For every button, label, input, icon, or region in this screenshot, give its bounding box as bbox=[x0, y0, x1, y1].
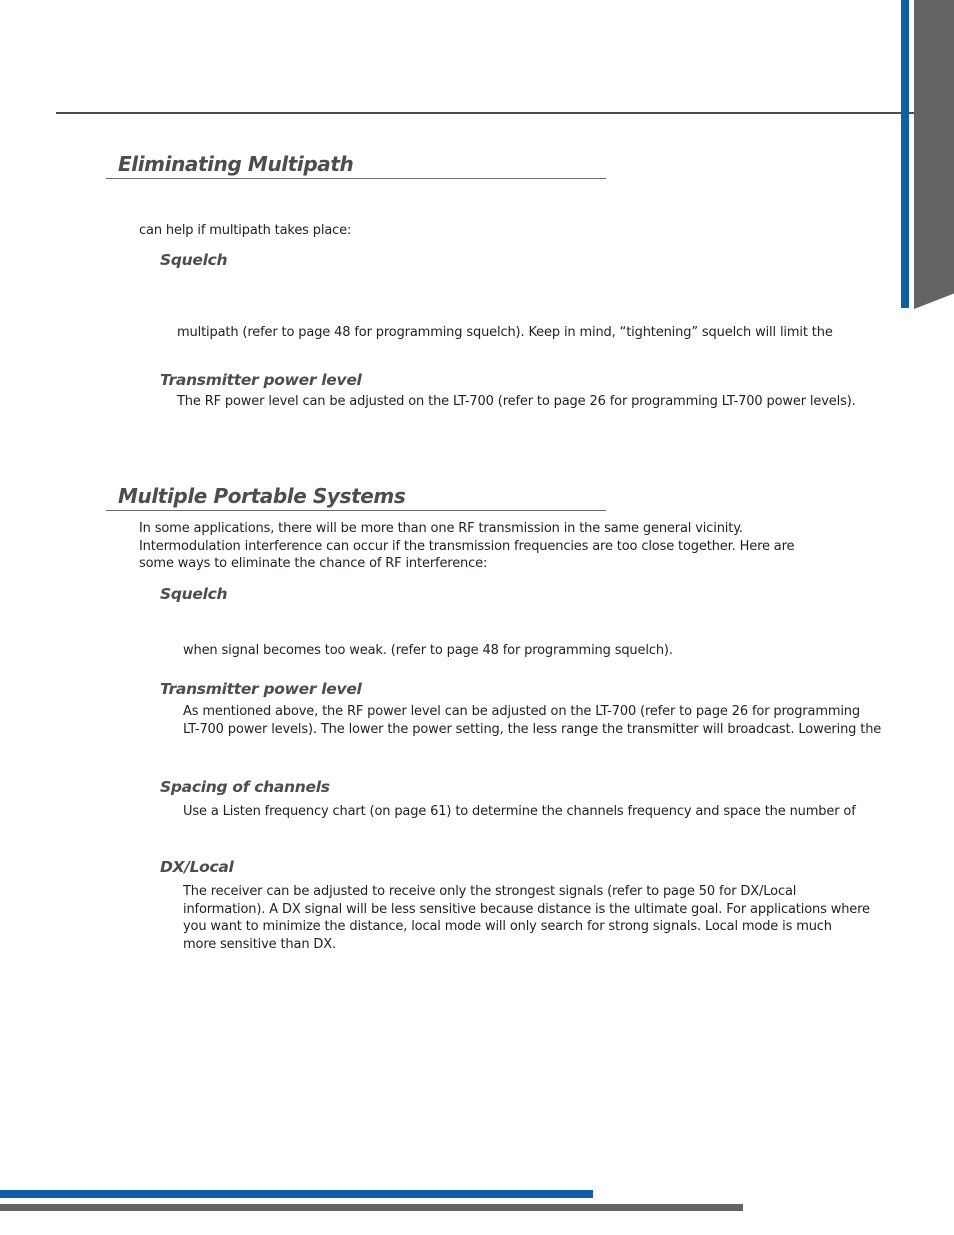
side-gray-tab bbox=[914, 0, 954, 309]
header-rule bbox=[56, 112, 916, 114]
section1-power-text: The RF power level can be adjusted on the LT-700 (refer to page 26 for programming LT-700 power levels). bbox=[177, 394, 856, 409]
section2-dx-heading: DX/Local bbox=[160, 858, 234, 876]
section1-intro: can help if multipath takes place: bbox=[139, 223, 352, 238]
section2-spacing-text: Use a Listen frequency chart (on page 61) to determine the channels frequency and space the number of bbox=[183, 804, 856, 819]
paragraph-line: As mentioned above, the RF power level can be adjusted on the LT-700 (refer to page 26 for programming bbox=[183, 704, 861, 719]
section2-squelch-heading: Squelch bbox=[160, 585, 228, 603]
section-title-rule bbox=[106, 510, 606, 511]
section2-squelch-text: when signal becomes too weak. (refer to page 48 for programming squelch). bbox=[183, 643, 673, 658]
section2-intro bbox=[139, 520, 794, 573]
section2-power-heading: Transmitter power level bbox=[160, 680, 362, 698]
section2-power-text bbox=[183, 703, 881, 738]
section1-squelch-text: multipath (refer to page 48 for programming squelch). Keep in mind, “tightening” squelch will limit the bbox=[177, 325, 833, 340]
paragraph-line: LT-700 power levels). The lower the power setting, the less range the transmitter will broadcast. Lowering the bbox=[183, 721, 882, 737]
section-title-eliminating-multipath: Eliminating Multipath bbox=[118, 152, 354, 176]
section2-dx-text bbox=[183, 883, 870, 953]
paragraph-line: information). A DX signal will be less sensitive because distance is the ultimate goal. For applications where bbox=[183, 901, 870, 917]
side-blue-bar bbox=[901, 0, 909, 308]
footer-blue-bar bbox=[0, 1190, 593, 1198]
paragraph-line: some ways to eliminate the chance of RF interference: bbox=[139, 556, 488, 571]
section1-squelch-heading: Squelch bbox=[160, 251, 228, 269]
section-title-rule bbox=[106, 178, 606, 179]
paragraph-line: In some applications, there will be more than one RF transmission in the same general vicinity. bbox=[139, 521, 743, 536]
paragraph-line: The receiver can be adjusted to receive only the strongest signals (refer to page 50 for DX/Local bbox=[183, 884, 797, 899]
paragraph-line: Intermodulation interference can occur if the transmission frequencies are too close together. Here are bbox=[139, 538, 795, 554]
paragraph-line: more sensitive than DX. bbox=[183, 936, 337, 952]
paragraph-line: you want to minimize the distance, local mode will only search for strong signals. Local mode is much bbox=[183, 919, 832, 934]
section-title-multiple-portable-systems: Multiple Portable Systems bbox=[118, 484, 406, 508]
section2-spacing-heading: Spacing of channels bbox=[160, 778, 330, 796]
footer-gray-bar bbox=[0, 1204, 743, 1211]
section1-power-heading: Transmitter power level bbox=[160, 371, 362, 389]
